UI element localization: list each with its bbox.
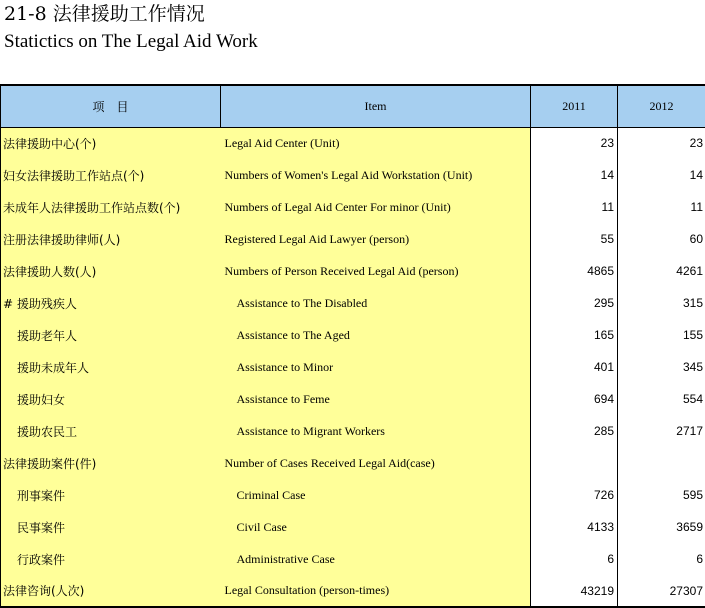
- row-label-english: Numbers of Women's Legal Aid Workstation (Unit): [221, 159, 531, 191]
- value-2012: 4261: [618, 255, 705, 287]
- row-label-english: Legal Consultation (person-times): [221, 575, 531, 607]
- row-label-chinese: 援助农民工: [1, 415, 221, 447]
- value-2012: 23: [618, 127, 705, 159]
- row-label-english: Administrative Case: [221, 543, 531, 575]
- value-2011: 694: [531, 383, 618, 415]
- row-label-english: Numbers of Person Received Legal Aid (person): [221, 255, 531, 287]
- row-label-chinese: # 援助残疾人: [1, 287, 221, 319]
- row-label-chinese: 未成年人法律援助工作站点数(个): [1, 191, 221, 223]
- value-2011: 726: [531, 479, 618, 511]
- value-2011: 285: [531, 415, 618, 447]
- row-label-english: Criminal Case: [221, 479, 531, 511]
- value-2011: 11: [531, 191, 618, 223]
- row-label-chinese: 援助妇女: [1, 383, 221, 415]
- value-2011: 295: [531, 287, 618, 319]
- row-label-chinese: 援助未成年人: [1, 351, 221, 383]
- row-label-english: Assistance to Migrant Workers: [221, 415, 531, 447]
- table-row: [1, 287, 705, 319]
- row-label-chinese: 法律咨询(人次): [1, 575, 221, 607]
- table-row: [1, 543, 705, 575]
- row-label-chinese: 注册法律援助律师(人): [1, 223, 221, 255]
- value-2012: 14: [618, 159, 705, 191]
- row-label-english: Assistance to Minor: [221, 351, 531, 383]
- table-row: [1, 127, 705, 159]
- page-title-chinese: 21-8 法律援助工作情况: [4, 3, 205, 25]
- row-label-english: Assistance to Feme: [221, 383, 531, 415]
- value-2012: 2717: [618, 415, 705, 447]
- row-label-chinese: 民事案件: [1, 511, 221, 543]
- row-label-english: Civil Case: [221, 511, 531, 543]
- table-row: [1, 255, 705, 287]
- row-label-chinese: 援助老年人: [1, 319, 221, 351]
- row-label-english: Assistance to The Disabled: [221, 287, 531, 319]
- value-2012: [618, 447, 705, 479]
- header-year-2011: 2011: [531, 85, 618, 127]
- legal-aid-table: [0, 84, 705, 608]
- value-2012: 6: [618, 543, 705, 575]
- value-2011: 23: [531, 127, 618, 159]
- row-label-english: Number of Cases Received Legal Aid(case): [221, 447, 531, 479]
- value-2011: 401: [531, 351, 618, 383]
- row-label-english: Assistance to The Aged: [221, 319, 531, 351]
- value-2012: 60: [618, 223, 705, 255]
- value-2012: 27307: [618, 575, 705, 607]
- value-2011: 165: [531, 319, 618, 351]
- value-2011: 14: [531, 159, 618, 191]
- value-2011: 55: [531, 223, 618, 255]
- table-row: [1, 415, 705, 447]
- row-label-chinese: 法律援助人数(人): [1, 255, 221, 287]
- value-2011: [531, 447, 618, 479]
- table-header-row: [1, 85, 705, 127]
- row-label-chinese: 法律援助中心(个): [1, 127, 221, 159]
- value-2012: 345: [618, 351, 705, 383]
- table-row: [1, 159, 705, 191]
- value-2011: 4865: [531, 255, 618, 287]
- table-row: [1, 223, 705, 255]
- header-year-2012: 2012: [618, 85, 705, 127]
- value-2011: 4133: [531, 511, 618, 543]
- table-row: [1, 479, 705, 511]
- value-2012: 554: [618, 383, 705, 415]
- table-row: [1, 351, 705, 383]
- row-label-english: Numbers of Legal Aid Center For minor (Unit): [221, 191, 531, 223]
- table-row: [1, 575, 705, 607]
- row-label-chinese: 法律援助案件(件): [1, 447, 221, 479]
- page-title-english: Statictics on The Legal Aid Work: [4, 31, 258, 52]
- row-label-chinese: 刑事案件: [1, 479, 221, 511]
- table-row: [1, 383, 705, 415]
- value-2011: 6: [531, 543, 618, 575]
- value-2012: 11: [618, 191, 705, 223]
- row-label-chinese: 行政案件: [1, 543, 221, 575]
- value-2011: 43219: [531, 575, 618, 607]
- value-2012: 595: [618, 479, 705, 511]
- header-item-chinese: 项 目: [1, 85, 221, 127]
- row-label-english: Registered Legal Aid Lawyer (person): [221, 223, 531, 255]
- table-row: [1, 511, 705, 543]
- table-row: [1, 319, 705, 351]
- value-2012: 315: [618, 287, 705, 319]
- value-2012: 155: [618, 319, 705, 351]
- table-row: [1, 191, 705, 223]
- row-label-english: Legal Aid Center (Unit): [221, 127, 531, 159]
- table-row: [1, 447, 705, 479]
- header-item-english: Item: [221, 85, 531, 127]
- row-label-chinese: 妇女法律援助工作站点(个): [1, 159, 221, 191]
- value-2012: 3659: [618, 511, 705, 543]
